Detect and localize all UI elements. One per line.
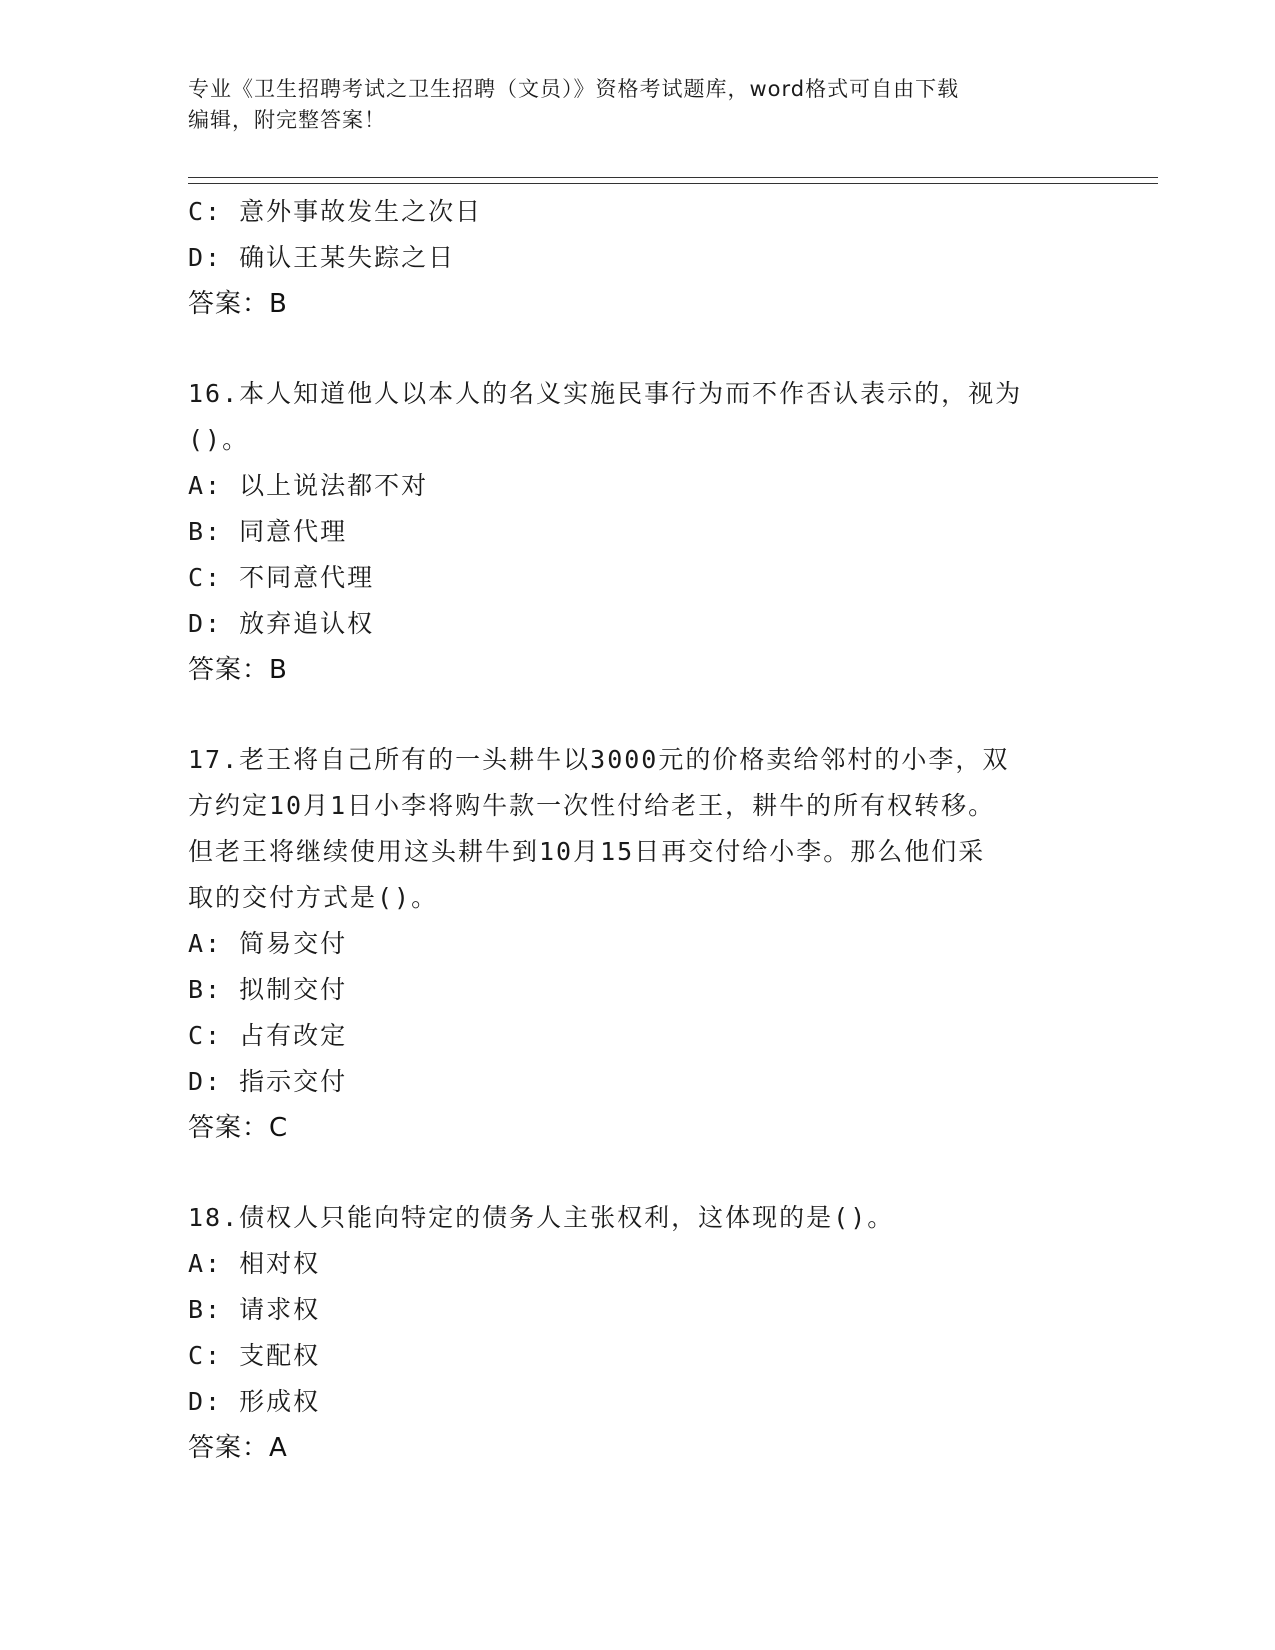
option-d: D: 放弃追认权 [188,609,375,638]
question-text-line: 18.债权人只能向特定的债务人主张权利，这体现的是()。 [188,1203,895,1232]
question-16 [188,371,1088,693]
answer: 答案：C [188,1113,289,1143]
header-line-1: 专业《卫生招聘考试之卫生招聘（文员）》资格考试题库，word格式可自由下载 [188,77,960,101]
answer: 答案：B [188,289,288,319]
header-divider-top [188,177,1158,178]
answer: 答案：A [188,1433,288,1463]
question-18 [188,1195,1088,1471]
option-b: B: 同意代理 [188,517,348,546]
option-c: C: 不同意代理 [188,563,375,592]
header-divider-bottom [188,183,1158,184]
answer: 答案：B [188,655,288,685]
option-d: D: 确认王某失踪之日 [188,243,456,272]
page-header [188,74,1078,136]
option-d: D: 形成权 [188,1387,321,1416]
question-15-tail [188,189,1088,327]
question-text-line: 取的交付方式是()。 [188,883,439,912]
option-c: C: 意外事故发生之次日 [188,197,483,226]
option-b: B: 请求权 [188,1295,321,1324]
option-a: A: 以上说法都不对 [188,471,429,500]
question-list [188,189,1088,1471]
option-a: A: 简易交付 [188,929,348,958]
option-b: B: 拟制交付 [188,975,348,1004]
option-c: C: 占有改定 [188,1021,348,1050]
option-a: A: 相对权 [188,1249,321,1278]
question-text-line: 17.老王将自己所有的一头耕牛以3000元的价格卖给邻村的小李，双 [188,745,1010,774]
question-17 [188,737,1088,1151]
question-text-line: 但老王将继续使用这头耕牛到10月15日再交付给小李。那么他们采 [188,837,986,866]
option-c: C: 支配权 [188,1341,321,1370]
question-text-line: 方约定10月1日小李将购牛款一次性付给老王，耕牛的所有权转移。 [188,791,996,820]
header-line-2: 编辑，附完整答案！ [188,108,386,132]
option-d: D: 指示交付 [188,1067,348,1096]
question-text-line: 16.本人知道他人以本人的名义实施民事行为而不作否认表示的，视为 [188,379,1023,408]
question-text-line: ()。 [188,425,250,454]
